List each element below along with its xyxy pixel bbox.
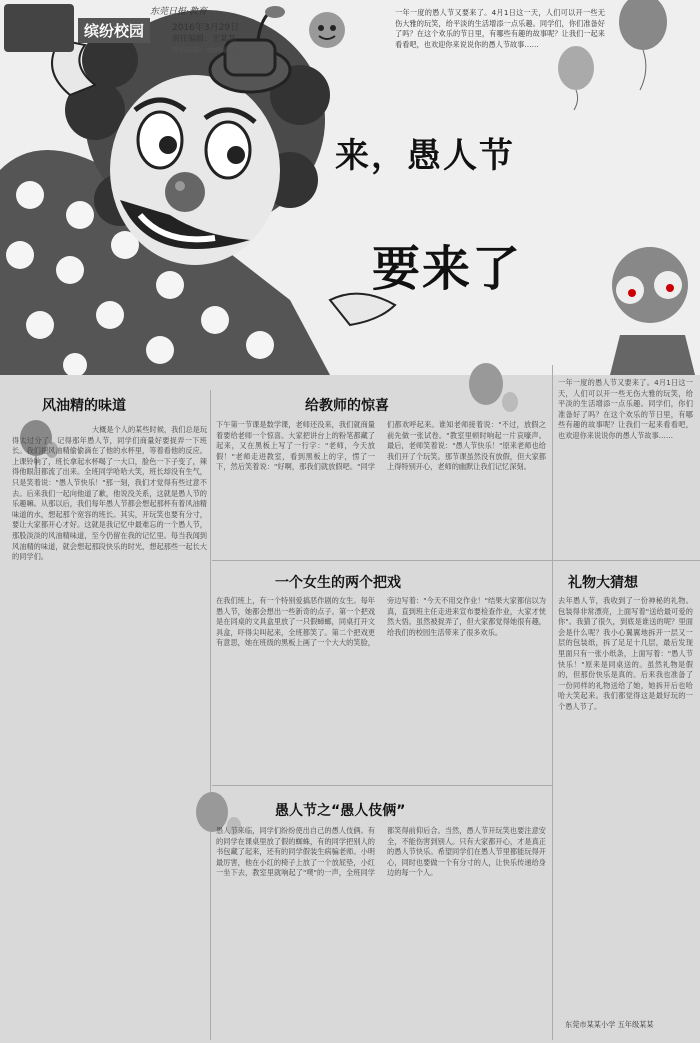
article-5-body: 愚人节来临，同学们纷纷使出自己的愚人伎俩。有的同学在课桌里放了假的蜘蛛，有的同学把别人的书包藏了起来，还有的同学假装生病骗老师。小明最厉害，他在小红的椅子上放了一个放屁垫，小红一坐下去，教室里就响起了"噗"的一声，全班同学都笑得前仰后合。当然，愚人节开玩笑也要注意安全，不能伤害到别人。只有大家都开心，才是真正的愚人节快乐。希望同学们在愚人节里都能玩得开心，同时也要做一个有分寸的人，让快乐传递给身边的每一个人。	[216, 826, 546, 878]
article-3-title: 一个女生的两个把戏	[275, 572, 401, 592]
editor-line: 责任编辑：王某某	[172, 34, 236, 43]
article-4-body: 去年愚人节，我收到了一份神秘的礼物。包装得非常漂亮，上面写着"送给最可爱的你"。我猜了很久，到底是谁送的呢？里面会是什么呢？我小心翼翼地拆开一层又一层的包装纸，拆了足足十几层，最后发现里面只有一张小纸条，上面写着："愚人节快乐！"原来是同桌送的。虽然礼物是假的，但那份快乐是真的。后来我也准备了一份同样的礼物送给了她，她拆开后也哈哈大笑起来。我们都觉得这是最好玩的一个愚人节了。	[558, 596, 693, 711]
section-title: 缤纷校园	[78, 18, 150, 43]
section-divider	[212, 785, 552, 786]
right-column-text: 一年一度的愚人节又要来了。4月1日这一天，人们可以开一些无伤大雅的玩笑，给平淡的生活增添一点乐趣。同学们，你们准备好了吗？在这个欢乐的节日里，有哪些有趣的故事呢？让我们一起来看看吧，也欢迎你来说说你的愚人节故事……	[558, 378, 693, 440]
email-line: 投稿邮箱：dgrb@example.cn	[172, 46, 271, 54]
column-divider	[552, 365, 553, 565]
article-1-title: 风油精的味道	[42, 395, 126, 415]
column-divider	[210, 390, 211, 1040]
clown-face-icon	[305, 8, 349, 52]
article-2-body: 下午第一节课是数学课，老师还没来，我们就商量着要给老师一个惊喜。大家把讲台上的粉笔都藏了起来，又在黑板上写了一行字："老师，今天放假！"老师走进教室，看到黑板上的字，愣了一下，然后笑着说："好啊，那我们就放假吧。"同学们都欢呼起来。谁知老师接着说："不过，放假之前先做一张试卷。"教室里顿时响起一片哀嚎声。最后，老师笑着说："愚人节快乐！"原来老师也给我们开了个玩笑。那节课虽然没有放假，但大家都上得特别开心，老师的幽默让我们记忆深刻。	[216, 420, 546, 472]
article-2-title: 给教师的惊喜	[305, 395, 389, 415]
article-1-body: 大概是个人的某些时候，我们总是玩得太过分了。记得那年愚人节，同学们商量好要捉弄一下班长。我们把风油精偷偷滴在了他的水杯里，等着看他的反应。上课铃响了，班长拿起水杯喝了一大口，脸色一下子变了，辣得他眼泪都流了出来。全班同学哈哈大笑，班长却没有生气，只是笑着说："愚人节快乐！"那一刻，我们才觉得有些过意不去。后来我们一起向他道了歉，他说没关系，这就是愚人节的乐趣嘛。从那以后，我们每年愚人节都会想起那杯有着风油精味道的水，想起那个宽容的班长。其实，开玩笑也要有分寸，要让大家都开心才好。这就是我记忆中最难忘的一个愚人节，那股淡淡的风油精味道，至今仍留在我的记忆里。每当我闻到风油精的味道，就会想起那段快乐的时光，想起那些一起长大的同学们。	[12, 425, 207, 562]
paper-name: 东莞日报·教育	[150, 7, 207, 17]
intro-paragraph: 一年一度的愚人节又要来了。4月1日这一天，人们可以开一些无伤大雅的玩笑，给平淡的生活增添一点乐趣。同学们，你们准备好了吗？在这个欢乐的节日里，有哪些有趣的故事呢？让我们一起来看看吧，也欢迎你来说说你的愚人节故事……	[395, 8, 605, 49]
article-5-title: 愚人节之“愚人伎俩”	[275, 800, 405, 820]
column-divider	[552, 565, 553, 1040]
section-divider	[212, 560, 700, 561]
article-4-title: 礼物大猜想	[568, 572, 638, 592]
children-logo-icon	[4, 4, 74, 52]
balloon-icon	[466, 362, 526, 422]
article-4-byline: 东莞市某某小学 五年级某某	[565, 1020, 654, 1029]
headline-line-1: 来，愚人节	[335, 136, 515, 176]
headline-line-2: 要来了	[372, 241, 523, 297]
issue-date: 2016年3月29日	[172, 23, 240, 33]
masthead	[0, 0, 300, 60]
header-illustration	[0, 0, 700, 375]
article-3-body: 在我们班上，有一个特别爱搞恶作剧的女生。每年愚人节，她都会想出一些新奇的点子。第一个把戏是在同桌的文具盒里放了一只假蟑螂，同桌打开文具盒，吓得尖叫起来，全班都笑了。第二个把戏更有意思，她在班级的黑板上画了一个大大的笑脸，旁边写着："今天不用交作业！"结果大家都信以为真，直到班主任走进来宣布要检查作业，大家才恍然大悟。虽然被捉弄了，但大家都觉得她很有趣，给我们的校园生活带来了很多欢乐。	[216, 596, 546, 648]
